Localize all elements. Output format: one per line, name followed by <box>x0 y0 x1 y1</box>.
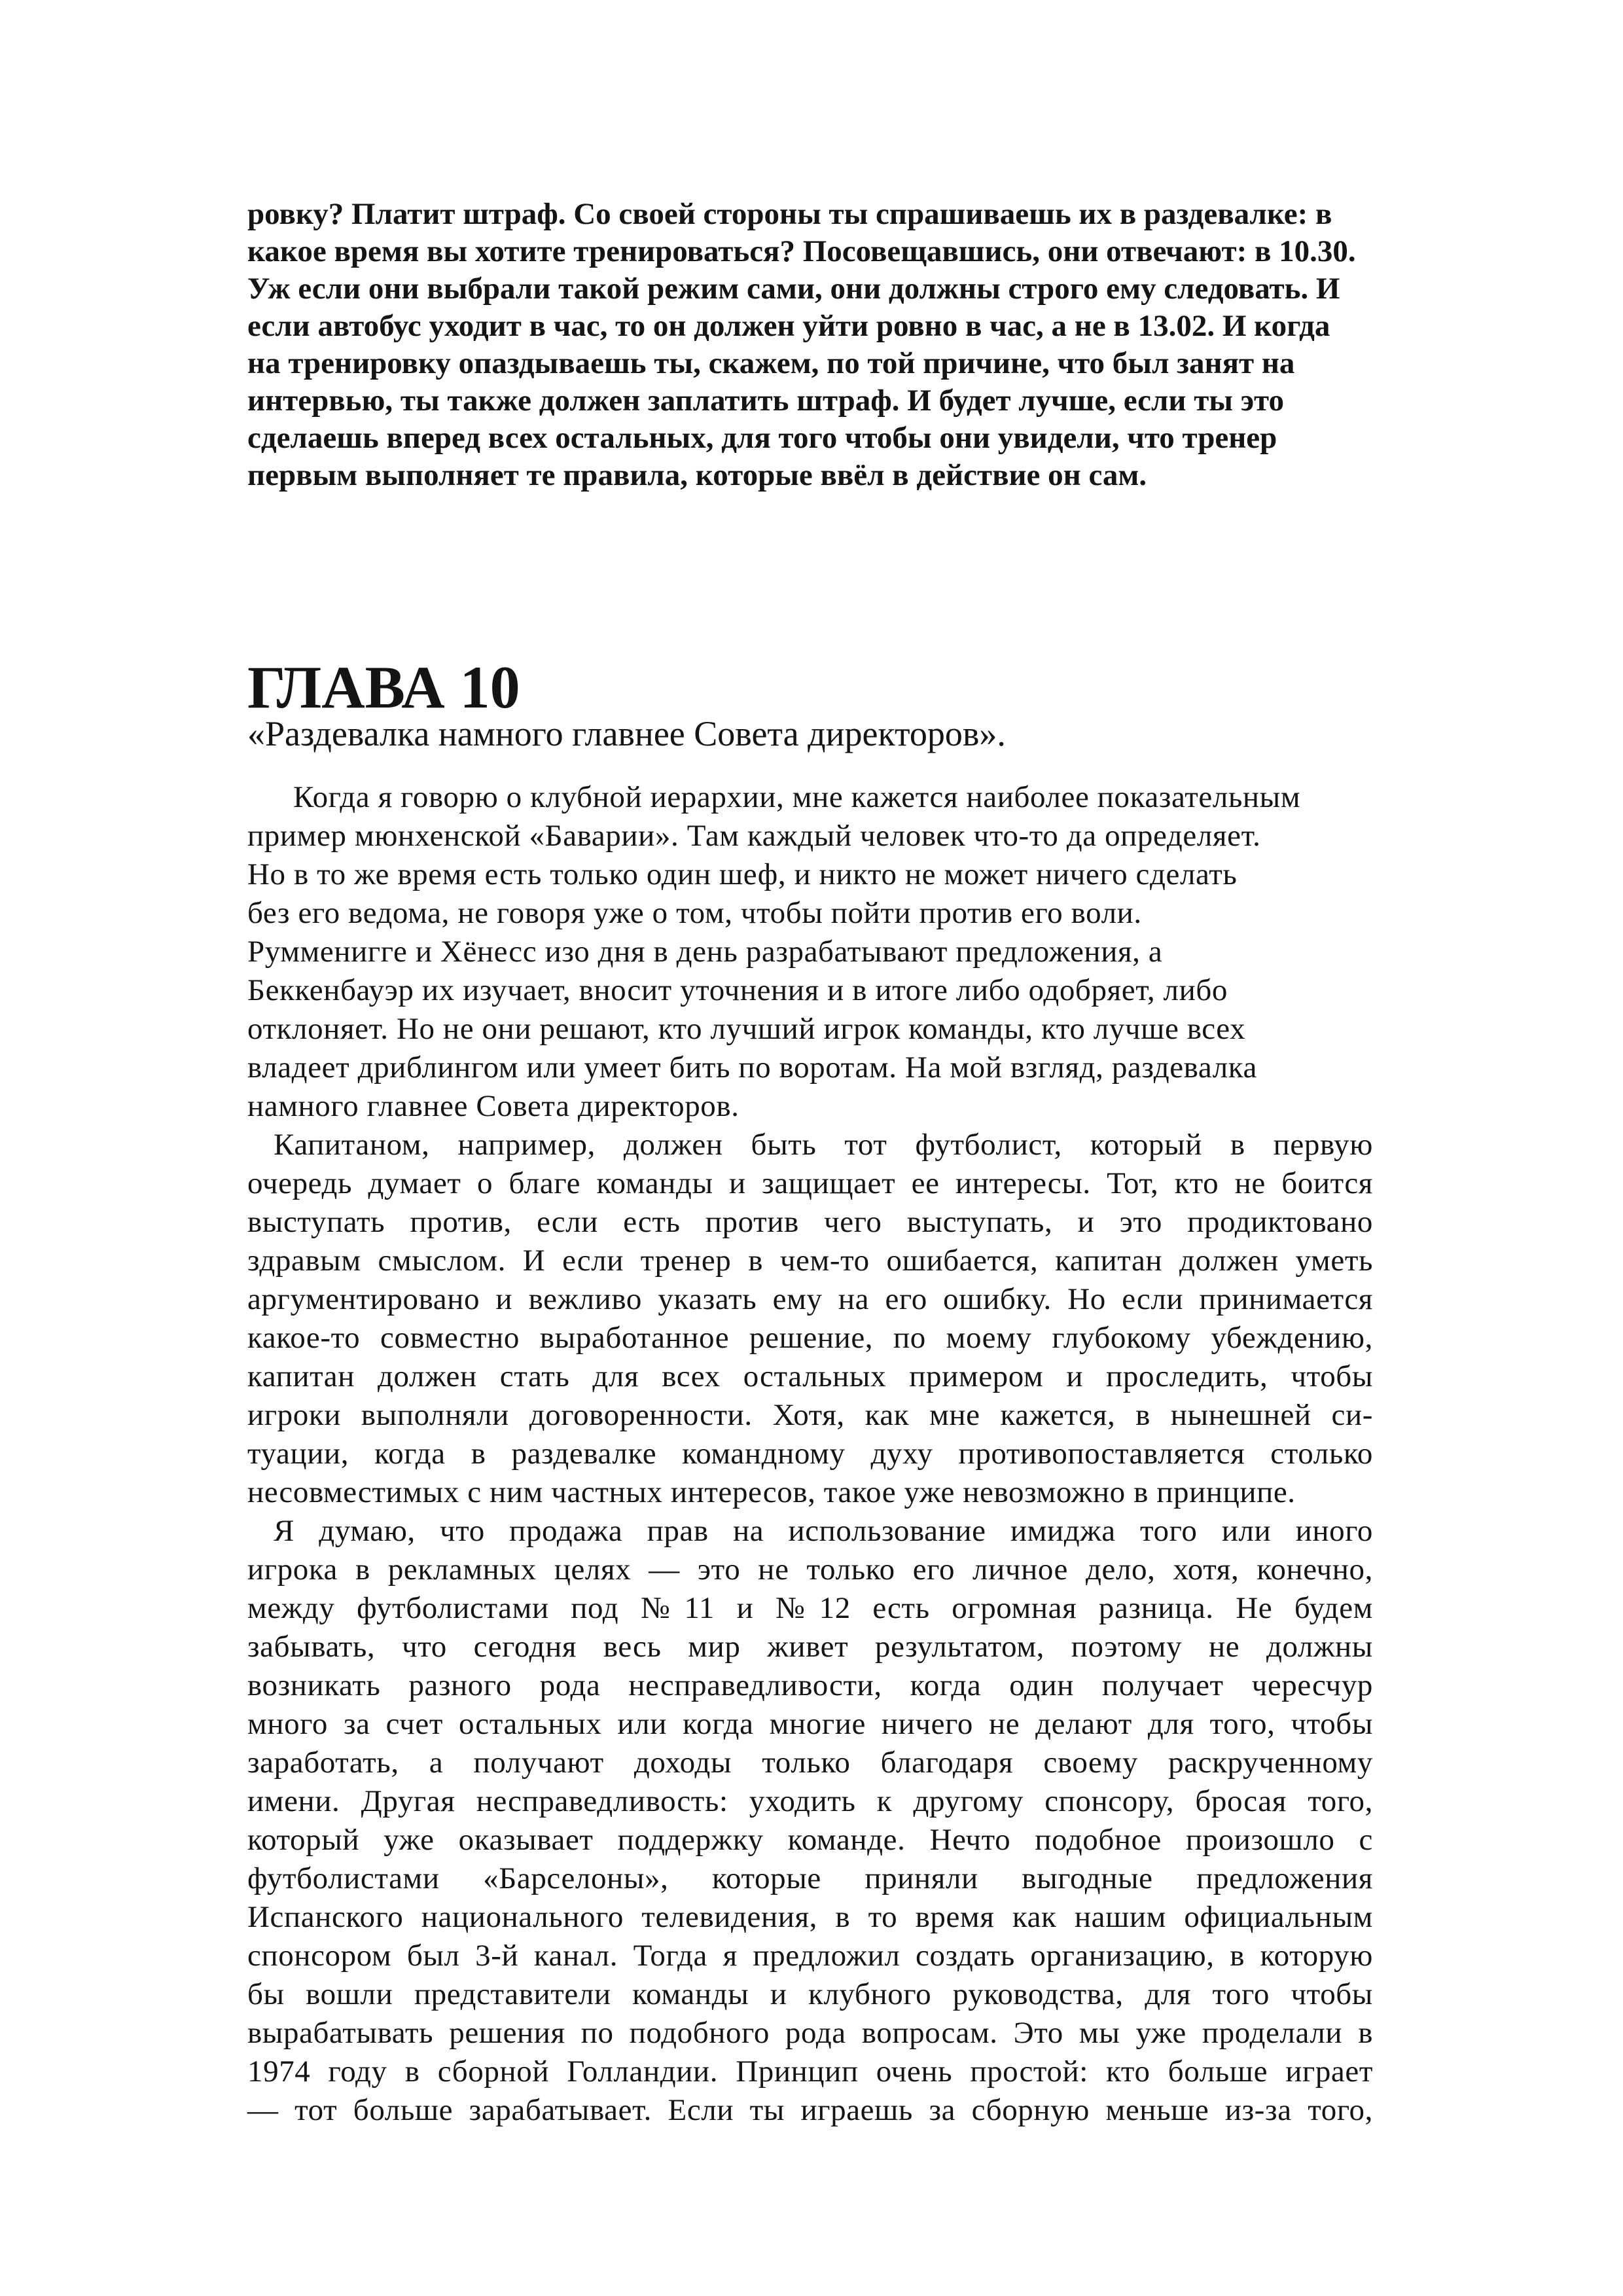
text-line: намного главнее Совета директоров. <box>247 1089 740 1123</box>
text-line: много за счет остальных или когда многие ничего не делают для того, чтобы <box>247 1707 1373 1741</box>
text-line: капитан должен стать для всех остальных примером и проследить, чтобы <box>247 1359 1373 1393</box>
text-line: между футболистами под №11 и №12 есть огромная разница. Не будем <box>247 1591 1373 1625</box>
text-line: игрока в рекламных целях — это не только его личное дело, хотя, конечно, <box>247 1552 1373 1587</box>
text-line: Беккенбауэр их изучает, вносит уточнения и в итоге либо одобряет, либо <box>247 973 1228 1007</box>
text-line: туации, когда в раздевалке командному духу противопоставляется столько <box>247 1437 1373 1471</box>
text-line: ровку? Платит штраф. Со своей стороны ты спрашиваешь их в раздевалке: в <box>247 197 1332 231</box>
text-line: имени. Другая несправедливость: уходить к другому спонсору, бросая того, <box>247 1784 1373 1818</box>
text-line: игроки выполняли договоренности. Хотя, как мне кажется, в нынешней си- <box>247 1398 1373 1432</box>
text-line: забывать, что сегодня весь мир живет результатом, поэтому не должны <box>247 1630 1373 1664</box>
text-line: без его ведома, не говоря уже о том, чтобы пойти против его воли. <box>247 896 1142 930</box>
chapter-title: ГЛАВА 10 <box>247 654 520 721</box>
text-line: бы вошли представители команды и клубного руководства, для того чтобы <box>247 1977 1373 2011</box>
text-line: вырабатывать решения по подобного рода вопросам. Это мы уже проделали в <box>247 2016 1373 2050</box>
text-line: заработать, а получают доходы только благодаря своему раскрученному <box>247 1746 1373 1780</box>
text-line: сделаешь вперед всех остальных, для того чтобы они увидели, что тренер <box>247 421 1277 455</box>
text-line: какое время вы хотите тренироваться? Посовещавшись, они отвечают: в 10.30. <box>247 234 1356 268</box>
text-line: Уж если они выбрали такой режим сами, они должны строго ему следовать. И <box>247 272 1340 306</box>
text-line: Капитаном, например, должен быть тот футболист, который в первую <box>274 1128 1373 1162</box>
text-line: который уже оказывает поддержку команде. Нечто подобное произошло с <box>247 1823 1373 1857</box>
text-line: отклоняет. Но не они решают, кто лучший игрок команды, кто лучше всех <box>247 1012 1246 1046</box>
text-line: интервью, ты также должен заплатить штраф. И будет лучше, если ты это <box>247 384 1285 418</box>
text-line: на тренировку опаздываешь ты, скажем, по той причине, что был занят на <box>247 346 1295 380</box>
text-line: спонсором был 3-й канал. Тогда я предложил создать организацию, в которую <box>247 1939 1373 1973</box>
chapter-subtitle: «Раздевалка намного главнее Совета директоров». <box>247 714 1006 753</box>
text-line: Я думаю, что продажа прав на использование имиджа того или иного <box>274 1514 1373 1548</box>
text-line: аргументировано и вежливо указать ему на его ошибку. Но если принимается <box>247 1282 1373 1316</box>
text-line: первым выполняет те правила, которые ввёл в действие он сам. <box>247 458 1147 492</box>
text-line: владеет дриблингом или умеет бить по воротам. На мой взгляд, раздевалка <box>247 1050 1257 1085</box>
text-line: Но в то же время есть только один шеф, и никто не может ничего сделать <box>247 857 1238 891</box>
text-line: если автобус уходит в час, то он должен уйти ровно в час, а не в 13.02. И когда <box>247 309 1330 343</box>
text-line: пример мюнхенской «Баварии». Там каждый человек что-то да определяет. <box>247 819 1261 853</box>
text-line: возникать разного рода несправедливости, когда один получает чересчур <box>247 1668 1373 1702</box>
text-line: несовместимых с ним частных интересов, такое уже невозможно в принципе. <box>247 1475 1296 1509</box>
text-line: Румменигге и Хёнесс изо дня в день разрабатывают предложения, а <box>247 935 1163 969</box>
text-line: какое-то совместно выработанное решение, по моему глубокому убеждению, <box>247 1321 1373 1355</box>
text-line: Испанского национального телевидения, в то время как нашим официальным <box>247 1900 1373 1934</box>
text-line: футболистами «Барселоны», которые приняли выгодные предложения <box>247 1861 1373 1895</box>
text-line: здравым смыслом. И если тренер в чем-то ошибается, капитан должен уметь <box>247 1244 1373 1278</box>
text-line: очередь думает о благе команды и защищает ее интересы. Тот, кто не боится <box>247 1166 1373 1200</box>
text-line: выступать против, если есть против чего выступать, и это продиктовано <box>247 1205 1373 1239</box>
text-line: 1974 году в сборной Голландии. Принцип очень простой: кто больше играет <box>247 2054 1373 2089</box>
text-line: Когда я говорю о клубной иерархии, мне кажется наиболее показательным <box>293 780 1301 814</box>
text-line: — тот больше зарабатывает. Если ты играешь за сборную меньше из-за того, <box>247 2093 1373 2127</box>
